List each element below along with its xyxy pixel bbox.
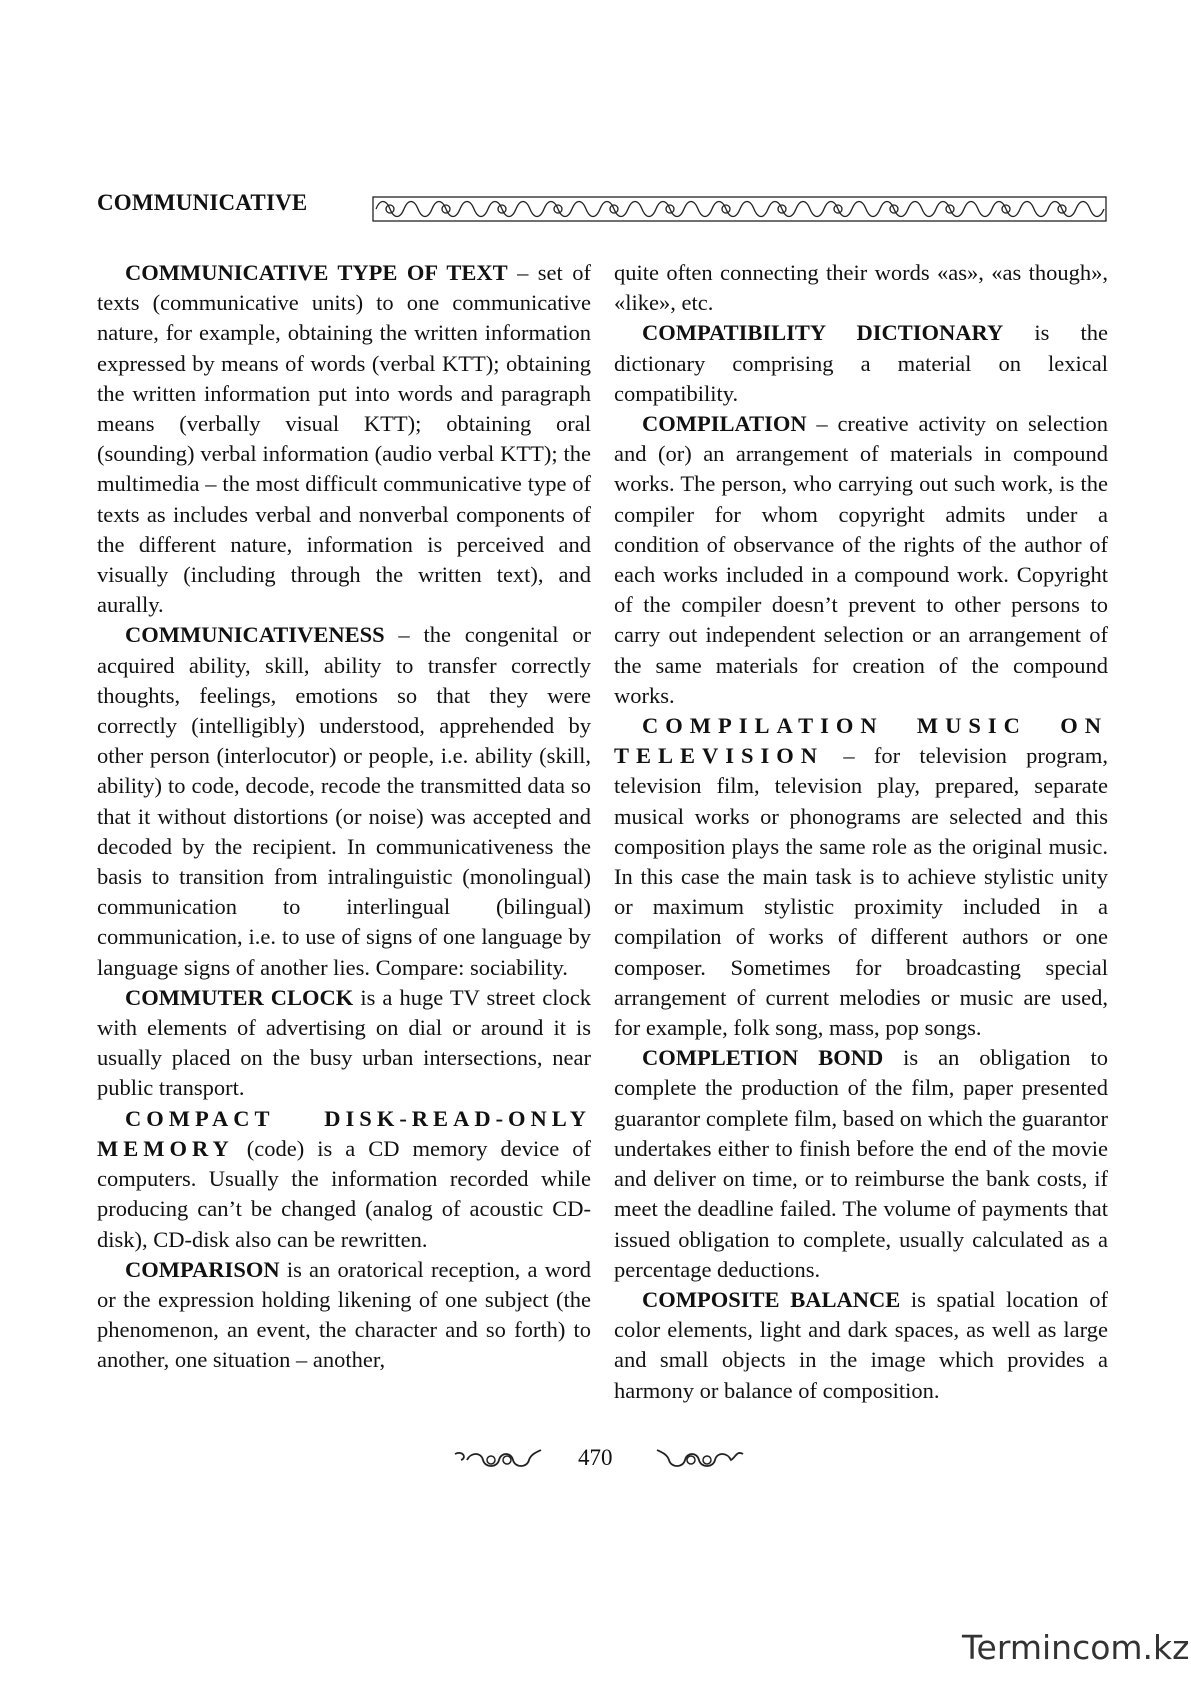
entry-definition: – for television program, television film, television play, prepared, separate musical works or phonograms are selected and this composition plays the same role as the original music. In this case the main task is to achieve stylistic unity or maximum stylistic proximity included in a compilation of works of different authors or one composer. Sometimes for broadcasting special arrangement of current melodies or music are used, for example, folk song, mass, pop songs. (614, 743, 1108, 1041)
entry-definition: (code) is a CD memory device of computers. Usually the information recorded while producing can’t be changed (analog of acoustic CD-disk), CD-disk also can be rewritten. (97, 1135, 591, 1252)
entry-communicative-type-of-text (97, 258, 591, 620)
entry-compact-disk (97, 1104, 591, 1255)
entry-definition: quite often connecting their words «as», «as though», «like», etc. (614, 260, 1108, 316)
entry-definition: is the dictionary comprising a material on lexical compatibility. (614, 320, 1108, 406)
entry-definition: is a huge TV street clock with elements of advertising on dial or around it is usually placed on the busy urban intersections, near public transport. (97, 984, 592, 1101)
entry-completion-bond (614, 1043, 1108, 1285)
footer-swirl-right-icon (655, 1448, 745, 1472)
entry-definition: is an oratorical reception, a word or the expression holding likening of one subject (the phenomenon, an event, the character and so forth) to another, one situation – another, (97, 1256, 591, 1373)
entry-term: COMPATIBILITY DICTIONARY (642, 320, 1004, 346)
entry-comparison-continued (614, 258, 1108, 318)
footer-swirl-left-icon (453, 1448, 543, 1472)
entry-definition: – the congenital or acquired ability, skill, ability to transfer correctly thoughts, feelings, emotions so that they were correctly (intelligibly) understood, apprehended by other person (interlocutor) or people, i.e. ability (skill, ability) to code, decode, recode the transmitted data so that it without distortions (or noise) was accepted and decoded by the recipient. In communicativeness the basis to transition from intralinguistic (monolingual) communication to interlingual (bilingual) communication, i.e. to use of signs of one language by language signs of another lies. Compare: sociability. (97, 622, 591, 980)
entry-composite-balance (614, 1285, 1108, 1406)
running-head: COMMUNICATIVE (97, 190, 308, 215)
entry-term: COMMUNICATIVENESS (125, 622, 385, 648)
entry-term: COMPACT DISK-READ-ONLY MEMORY (97, 1105, 591, 1161)
header-ornament (372, 196, 1107, 222)
entry-term: COMMUNICATIVE TYPE OF TEXT (125, 260, 508, 285)
entry-communicativeness (97, 620, 591, 982)
right-column (614, 258, 1108, 1406)
entry-definition: is spatial location of color elements, light and dark spaces, as well as large and small objects in the image which provides a harmony or balance of composition. (614, 1286, 1108, 1403)
entry-term: COMPILATION (642, 411, 807, 437)
entry-term: COMPARISON (125, 1256, 280, 1282)
entry-term: COMMUTER CLOCK (125, 984, 354, 1010)
entry-compilation-music-on-television (614, 711, 1108, 1043)
entry-term: COMPOSITE BALANCE (642, 1286, 901, 1312)
entry-comparison (97, 1255, 591, 1376)
entry-compatibility-dictionary (614, 318, 1108, 409)
entry-commuter-clock (97, 983, 591, 1104)
entry-term: COMPLETION BOND (642, 1045, 884, 1071)
left-column (97, 258, 591, 1376)
entry-definition: is an obligation to complete the production of the film, paper presented guarantor complete film, based on which the guarantor undertakes either to finish before the end of the movie and deliver on time, or to reimburse the bank costs, if meet the deadline failed. The volume of payments that issued obligation to complete, usually calculated as a percentage deductions. (614, 1045, 1108, 1282)
entry-definition: – creative activity on selection and (or) an arrangement of materials in compound works. The person, who carrying out such work, is the compiler for whom copyright admits under a condition of observance of the rights of the author of each works included in a compound work. Copyright of the compiler doesn’t prevent to other persons to carry out independent selection or an arrangement of the same materials for creation of the compound works. (614, 411, 1108, 708)
entry-definition: – set of texts (communicative units) to one communicative nature, for example, obtaining the written information expressed by means of words (verbal KTT); obtaining the written information put into words and paragraph means (verbally visual KTT); obtaining oral (sounding) verbal information (audio verbal KTT); the multimedia – the most difficult communicative type of texts as includes verbal and nonverbal components of the different nature, information is perceived and visually (including through the written text), and aurally. (97, 260, 591, 618)
site-watermark: Termincom.kz (962, 1628, 1190, 1667)
entry-compilation (614, 409, 1108, 711)
page-number: 470 (578, 1445, 613, 1470)
entry-term: COMPILATION MUSIC ON TELEVISION (614, 713, 1108, 769)
